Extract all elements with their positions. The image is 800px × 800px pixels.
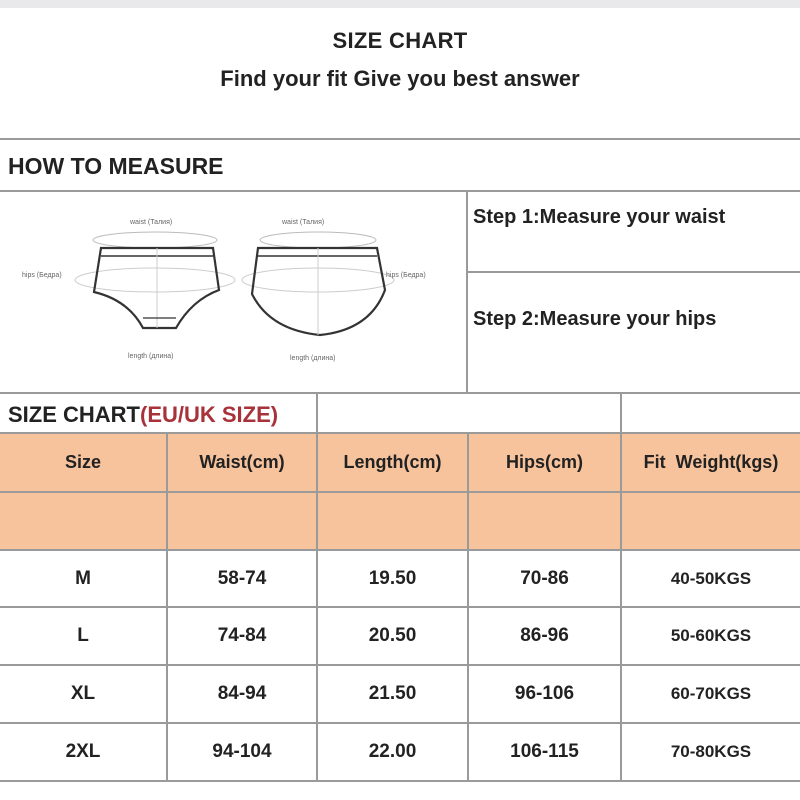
table-cell-size: M bbox=[75, 567, 91, 589]
table-cell-weight: 40-50KGS bbox=[670, 568, 752, 588]
table-cell-waist: 94-104 bbox=[212, 741, 272, 762]
step-2-text: Step 2:Measure your hips bbox=[473, 308, 717, 330]
table-cell-length: 21.50 bbox=[368, 683, 417, 704]
table-cell-length: 20.50 bbox=[368, 625, 417, 646]
measurement-diagram bbox=[0, 190, 466, 392]
hips-label-front: hips (Бедра) bbox=[22, 272, 62, 279]
size-chart-title-main: SIZE CHART bbox=[8, 402, 140, 427]
size-chart-title bbox=[8, 402, 278, 428]
divider bbox=[0, 392, 800, 394]
table-cell-size: XL bbox=[70, 683, 96, 704]
divider bbox=[0, 491, 800, 493]
length-label-front: length (длина) bbox=[128, 353, 174, 360]
divider bbox=[466, 190, 468, 393]
table-cell-weight: 70-80KGS bbox=[670, 742, 752, 761]
table-cell-weight: 50-60KGS bbox=[670, 626, 752, 645]
table-cell-length: 22.00 bbox=[368, 741, 417, 762]
table-cell-size: 2XL bbox=[65, 741, 101, 762]
table-cell-length: 19.50 bbox=[368, 567, 417, 589]
page-title: SIZE CHART bbox=[332, 28, 468, 53]
table-cell-waist: 74-84 bbox=[217, 625, 267, 646]
page-subtitle: Find your fit Give you best answer bbox=[220, 66, 580, 91]
table-cell-size: L bbox=[77, 625, 89, 646]
divider bbox=[0, 138, 800, 140]
table-cell-waist: 58-74 bbox=[217, 567, 267, 589]
waist-label-back: waist (Талия) bbox=[282, 219, 325, 226]
table-cell-waist: 84-94 bbox=[217, 683, 267, 704]
column-header: Length(cm) bbox=[343, 452, 442, 472]
column-header: Hips(cm) bbox=[505, 452, 583, 472]
column-header: Size bbox=[64, 452, 102, 472]
size-chart-title-suffix: (EU/UK SIZE) bbox=[140, 402, 279, 427]
column-header: Waist(cm) bbox=[199, 452, 285, 472]
length-label-back: length (длина) bbox=[290, 355, 336, 362]
table-cell-hips: 70-86 bbox=[520, 567, 569, 589]
table-cell-hips: 86-96 bbox=[520, 625, 569, 646]
how-to-measure-title: HOW TO MEASURE bbox=[8, 153, 224, 179]
divider bbox=[468, 271, 800, 273]
table-cell-hips: 106-115 bbox=[510, 741, 579, 762]
divider bbox=[0, 780, 800, 782]
step-1-text: Step 1:Measure your waist bbox=[473, 206, 726, 228]
table-cell-weight: 60-70KGS bbox=[670, 684, 752, 703]
waist-label-front: waist (Талия) bbox=[130, 219, 173, 226]
column-header: Fit Weight(kgs) bbox=[643, 452, 779, 472]
table-cell-hips: 96-106 bbox=[514, 683, 575, 704]
hips-label-back: hips (Бедра) bbox=[386, 272, 426, 279]
